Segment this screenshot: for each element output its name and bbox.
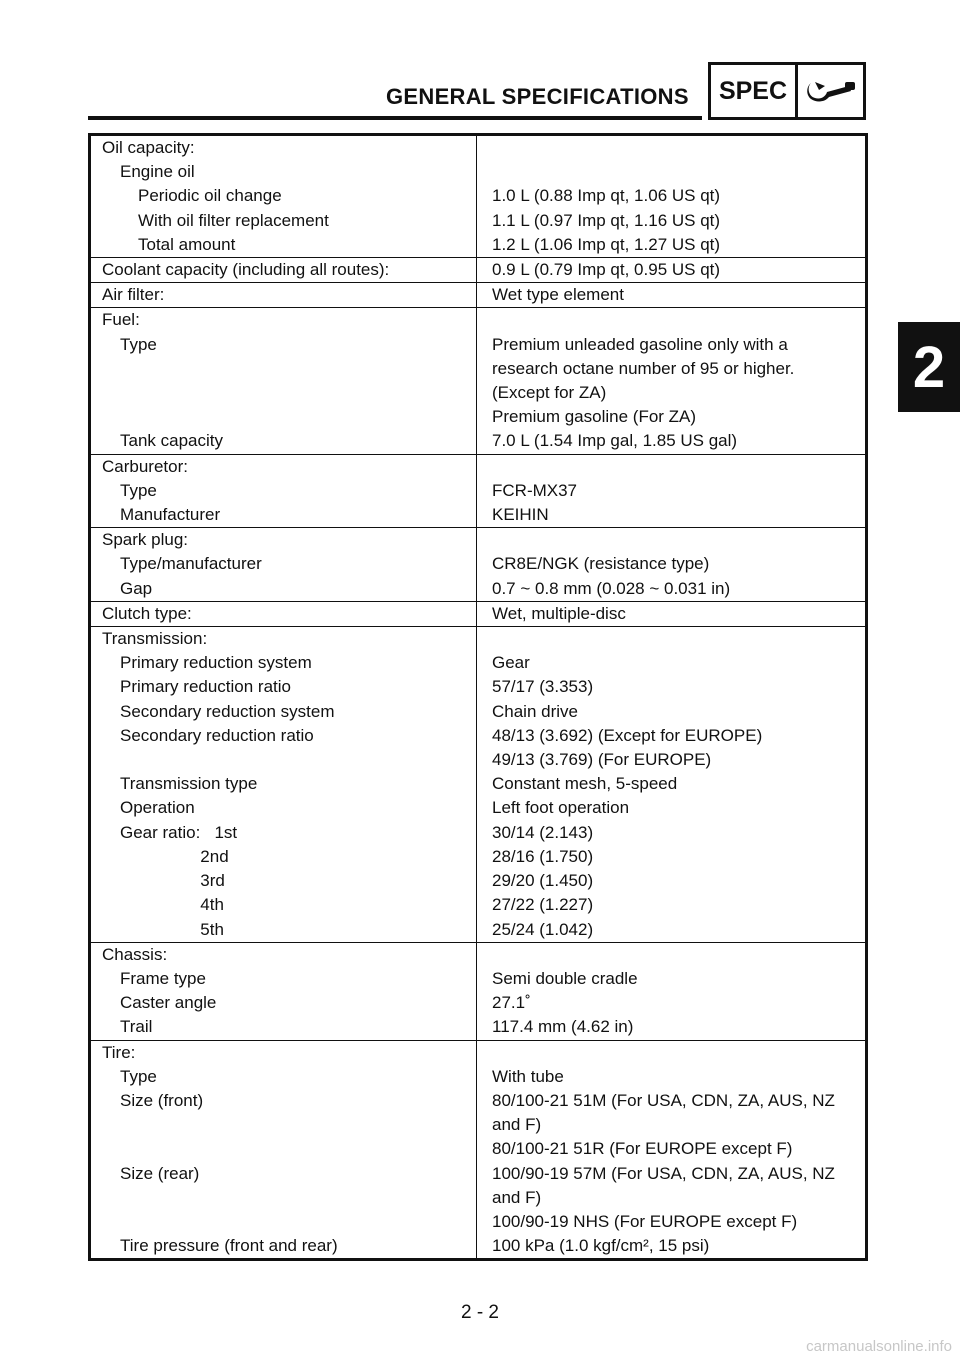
spec-value: 1.2 L (1.06 Imp qt, 1.27 US qt): [492, 234, 721, 254]
spec-group: [90, 601, 867, 626]
spec-label-cell: [90, 308, 477, 454]
spec-label: Manufacturer: [120, 505, 221, 525]
spec-value-cell: [477, 283, 867, 308]
spec-value: [492, 943, 855, 967]
spec-label-cell: [90, 135, 477, 258]
spec-group: [90, 283, 867, 308]
watermark: carmanualsonline.info: [806, 1338, 952, 1355]
spec-label: 3rd: [120, 871, 225, 891]
spec-value: Wet, multiple-disc: [492, 603, 626, 623]
spec-label: Fuel:: [102, 310, 140, 330]
spec-label: Carburetor:: [102, 456, 188, 476]
spec-group: [90, 1040, 867, 1260]
spec-value: With tube: [492, 1066, 564, 1086]
page-title: GENERAL SPECIFICATIONS: [386, 84, 689, 109]
spec-value: 27/22 (1.227): [492, 895, 594, 915]
spec-label: SPEC: [711, 65, 798, 117]
spec-label: 2nd: [120, 846, 229, 866]
spec-group: [90, 308, 867, 454]
spec-label: Size (front): [120, 1090, 204, 1110]
spec-value: 28/16 (1.750): [492, 846, 594, 866]
spec-label: 5th: [120, 919, 224, 939]
spec-group: [90, 528, 867, 602]
spec-value: 1.1 L (0.97 Imp qt, 1.16 US qt): [492, 210, 721, 230]
spec-label: Transmission:: [102, 629, 208, 649]
spec-value: 25/24 (1.042): [492, 919, 594, 939]
spec-value-cell: [477, 308, 867, 454]
spec-value: 57/17 (3.353): [492, 677, 594, 697]
spec-value: Semi double cradle: [492, 968, 638, 988]
spec-value-cell: [477, 942, 867, 1040]
spec-value: 80/100-21 51R (For EUROPE except F): [492, 1139, 793, 1159]
spec-label: Tank capacity: [120, 431, 223, 451]
spec-value: 100 kPa (1.0 kgf/cm², 15 psi): [492, 1236, 710, 1256]
spec-label: Periodic oil change: [138, 186, 282, 206]
spec-value: 48/13 (3.692) (Except for EUROPE): [492, 725, 763, 745]
spec-value: Premium gasoline (For ZA): [492, 407, 697, 427]
spec-value: Chain drive: [492, 701, 578, 721]
spec-value-cell: [477, 258, 867, 283]
spec-label: Primary reduction system: [120, 653, 312, 673]
spec-label: Trail: [120, 1017, 153, 1037]
spec-label: Chassis:: [102, 944, 168, 964]
spec-label: Engine oil: [120, 162, 195, 182]
spec-value-cell: [477, 627, 867, 943]
spec-value: FCR-MX37: [492, 480, 578, 500]
spec-value: 80/100-21 51M (For USA, CDN, ZA, AUS, NZ: [492, 1090, 835, 1110]
spec-value: [492, 627, 855, 651]
spec-label: Oil capacity:: [102, 138, 195, 157]
spec-label-cell: [90, 283, 477, 308]
spec-label: Primary reduction ratio: [120, 677, 292, 697]
spec-label: Operation: [120, 798, 195, 818]
spec-value: 30/14 (2.143): [492, 822, 594, 842]
spec-value: research octane number of 95 or higher.: [492, 358, 795, 378]
spec-group: [90, 258, 867, 283]
header-rule: [88, 116, 702, 120]
spec-group: [90, 942, 867, 1040]
spec-value: (Except for ZA): [492, 383, 607, 403]
spec-value-cell: [477, 1040, 867, 1260]
spec-value: Constant mesh, 5-speed: [492, 774, 678, 794]
spec-label: Type/manufacturer: [120, 554, 262, 574]
spec-label: Air filter:: [102, 285, 165, 305]
spec-value-cell: [477, 601, 867, 626]
spec-value: [492, 455, 855, 479]
spec-label: Type: [120, 1066, 157, 1086]
spec-value: [492, 160, 855, 184]
spec-label: Type: [120, 480, 157, 500]
spec-value: [492, 528, 855, 552]
spec-table: [88, 133, 868, 1261]
spec-value: 49/13 (3.769) (For EUROPE): [492, 750, 712, 770]
spec-label-cell: [90, 942, 477, 1040]
spec-value: 0.7 ~ 0.8 mm (0.028 ~ 0.031 in): [492, 578, 731, 598]
spec-group: [90, 454, 867, 528]
spec-badge: [708, 62, 866, 120]
spec-value: Gear: [492, 653, 530, 673]
spec-value: CR8E/NGK (resistance type): [492, 554, 710, 574]
spec-value: 100/90-19 57M (For USA, CDN, ZA, AUS, NZ: [492, 1163, 835, 1183]
spec-value-cell: [477, 528, 867, 602]
chapter-tab: 2: [898, 322, 960, 412]
spec-label: Gear ratio: 1st: [120, 822, 238, 842]
spec-value: 1.0 L (0.88 Imp qt, 1.06 US qt): [492, 186, 721, 206]
spec-label-cell: [90, 1040, 477, 1260]
wrench-icon: [798, 65, 863, 117]
spec-value: and F): [492, 1187, 542, 1207]
spec-label: 4th: [120, 895, 224, 915]
spec-label: Type: [120, 334, 157, 354]
spec-value: and F): [492, 1115, 542, 1135]
spec-label: Size (rear): [120, 1163, 200, 1183]
spec-label-cell: [90, 627, 477, 943]
spec-label: Transmission type: [120, 774, 258, 794]
spec-value: [492, 1041, 855, 1065]
spec-value: 7.0 L (1.54 Imp gal, 1.85 US gal): [492, 431, 738, 451]
spec-label: Tire:: [102, 1042, 136, 1062]
spec-label-cell: [90, 601, 477, 626]
spec-label: Gap: [120, 578, 153, 598]
spec-label: With oil filter replacement: [138, 210, 329, 230]
spec-value: [492, 136, 855, 160]
spec-label: Clutch type:: [102, 603, 192, 623]
spec-value: 27.1˚: [492, 993, 531, 1013]
spec-label: Total amount: [138, 234, 236, 254]
spec-label-cell: [90, 258, 477, 283]
spec-value: KEIHIN: [492, 505, 549, 525]
spec-label-cell: [90, 454, 477, 528]
spec-value: 117.4 mm (4.62 in): [492, 1017, 634, 1037]
spec-label: Caster angle: [120, 993, 217, 1013]
page-number: 2 - 2: [460, 1302, 500, 1323]
spec-group: [90, 627, 867, 943]
spec-label: Frame type: [120, 968, 206, 988]
spec-value: [492, 308, 855, 332]
spec-label: Spark plug:: [102, 530, 188, 550]
spec-label: Tire pressure (front and rear): [120, 1236, 338, 1256]
spec-value-cell: [477, 135, 867, 258]
spec-value-cell: [477, 454, 867, 528]
spec-value: Wet type element: [492, 285, 624, 305]
spec-label: Secondary reduction system: [120, 701, 335, 721]
spec-group: [90, 135, 867, 258]
spec-label: Coolant capacity (including all routes):: [102, 260, 390, 280]
spec-value: Left foot operation: [492, 798, 630, 818]
spec-value: 100/90-19 NHS (For EUROPE except F): [492, 1211, 798, 1231]
spec-label-cell: [90, 528, 477, 602]
spec-label: Secondary reduction ratio: [120, 725, 314, 745]
spec-value: Premium unleaded gasoline only with a: [492, 334, 788, 354]
spec-value: 29/20 (1.450): [492, 871, 594, 891]
spec-value: 0.9 L (0.79 Imp qt, 0.95 US qt): [492, 260, 721, 280]
